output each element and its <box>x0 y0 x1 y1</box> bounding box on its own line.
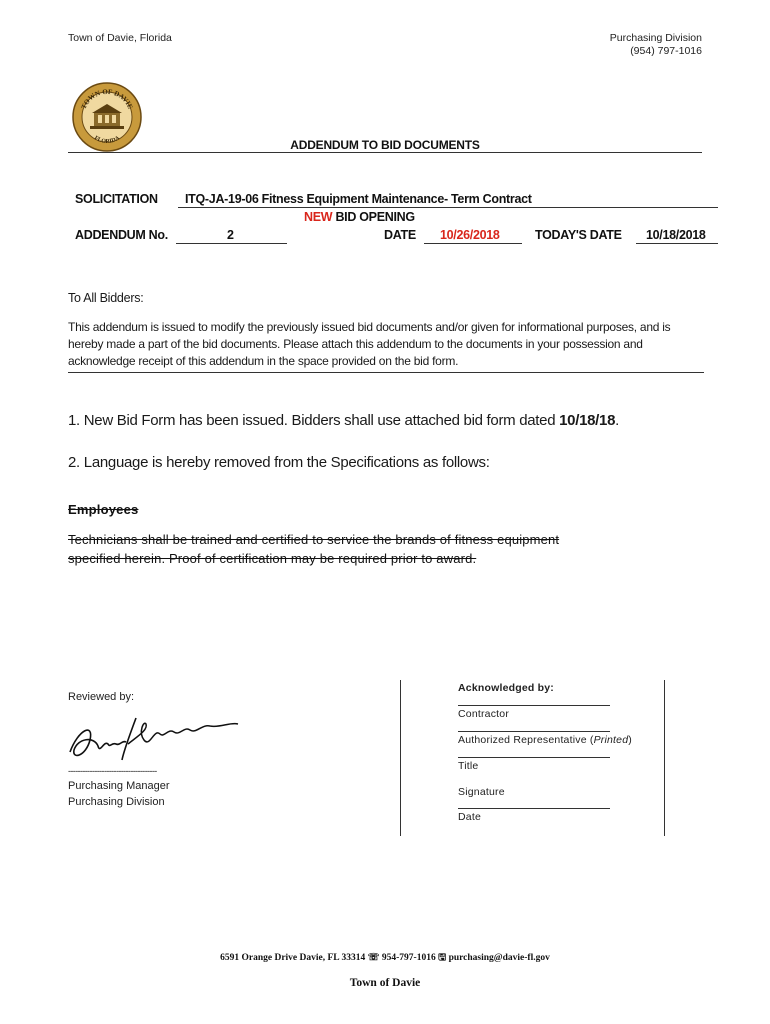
addendum-number: 2 <box>227 228 234 242</box>
todays-date: 10/18/2018 <box>646 228 706 242</box>
phone-icon: ☏ <box>367 953 380 963</box>
title-line <box>458 757 610 758</box>
footer-address: 6591 Orange Drive Davie, FL 33314 <box>220 953 366 963</box>
authorized-line <box>458 731 610 732</box>
signature-label: Signature <box>458 786 505 798</box>
footer-town: Town of Davie <box>349 977 421 989</box>
date-label: DATE <box>384 228 416 242</box>
footer-phone: 954-797-1016 <box>381 953 436 963</box>
footer-contact <box>0 950 770 966</box>
header-town: Town of Davie, Florida <box>68 32 172 44</box>
header-division: Purchasing Division <box>609 32 702 44</box>
removed-heading: Employees <box>68 502 139 517</box>
ack-heading: Acknowledged by: <box>458 682 554 694</box>
printed-text: Printed <box>593 734 629 746</box>
bid-opening-date: 10/26/2018 <box>440 228 500 242</box>
solicitation-underline <box>178 207 718 208</box>
authorized-rep-end: ) <box>628 734 632 746</box>
date-field-label: Date <box>458 811 481 823</box>
contractor-line <box>458 705 610 706</box>
item-1 <box>68 412 619 429</box>
computer-icon: 🖫 <box>438 953 447 963</box>
item-1-end: . <box>615 412 619 429</box>
removed-line-1: Technicians shall be trained and certified to service the brands of fitness equipment <box>68 532 560 547</box>
seal-top-text: TOWN OF DAVIE <box>79 87 135 111</box>
bid-opening-label: BID OPENING <box>335 210 415 224</box>
signature-image <box>64 710 244 766</box>
page-title: ADDENDUM TO BID DOCUMENTS <box>68 138 702 153</box>
removed-line-2: specified herein. Proof of certification may be required prior to award. <box>68 551 477 566</box>
reviewer-division: Purchasing Division <box>68 796 165 808</box>
intro-divider <box>68 372 704 373</box>
title-label: Title <box>458 760 479 772</box>
item-2: 2. Language is hereby removed from the Specifications as follows: <box>68 454 490 471</box>
signature-dashes: ------------------------------------- <box>68 766 157 776</box>
signature-line <box>458 808 610 809</box>
reviewer-position: Purchasing Manager <box>68 780 170 792</box>
solicitation-value: ITQ-JA-19-06 Fitness Equipment Maintenance- Term Contract <box>185 192 532 206</box>
header-phone: (954) 797-1016 <box>630 45 702 57</box>
ack-right-border <box>664 680 665 836</box>
footer-email: purchasing@davie-fl.gov <box>448 953 550 963</box>
addendum-underline <box>176 243 287 244</box>
contractor-label: Contractor <box>458 708 510 720</box>
seal-bottom-text: FLORIDA <box>92 135 122 146</box>
item-1-text: 1. New Bid Form has been issued. Bidders shall use attached bid form dated <box>68 412 560 429</box>
intro-paragraph: This addendum is issued to modify the previously issued bid documents and/or given for informational purposes, and is hereby made a part of the bid documents. Please attach this addendum to the documents in your possession and acknowledge receipt of this addendum in the space provided on the bid form. <box>68 320 671 368</box>
authorized-rep-text: Authorized Representative ( <box>458 734 594 746</box>
reviewed-by-label: Reviewed by: <box>68 691 135 703</box>
new-label: NEW <box>304 210 333 224</box>
solicitation-label: SOLICITATION <box>75 192 158 206</box>
new-bid-opening-label <box>304 210 415 224</box>
todays-date-label: TODAY'S DATE <box>535 228 622 242</box>
ack-left-border <box>400 680 401 836</box>
addendum-label: ADDENDUM No. <box>75 228 168 242</box>
greeting: To All Bidders: <box>68 291 144 305</box>
authorized-rep-label <box>458 734 632 746</box>
item-1-date: 10/18/18 <box>559 412 616 429</box>
todays-date-underline <box>636 243 718 244</box>
bid-date-underline <box>424 243 522 244</box>
